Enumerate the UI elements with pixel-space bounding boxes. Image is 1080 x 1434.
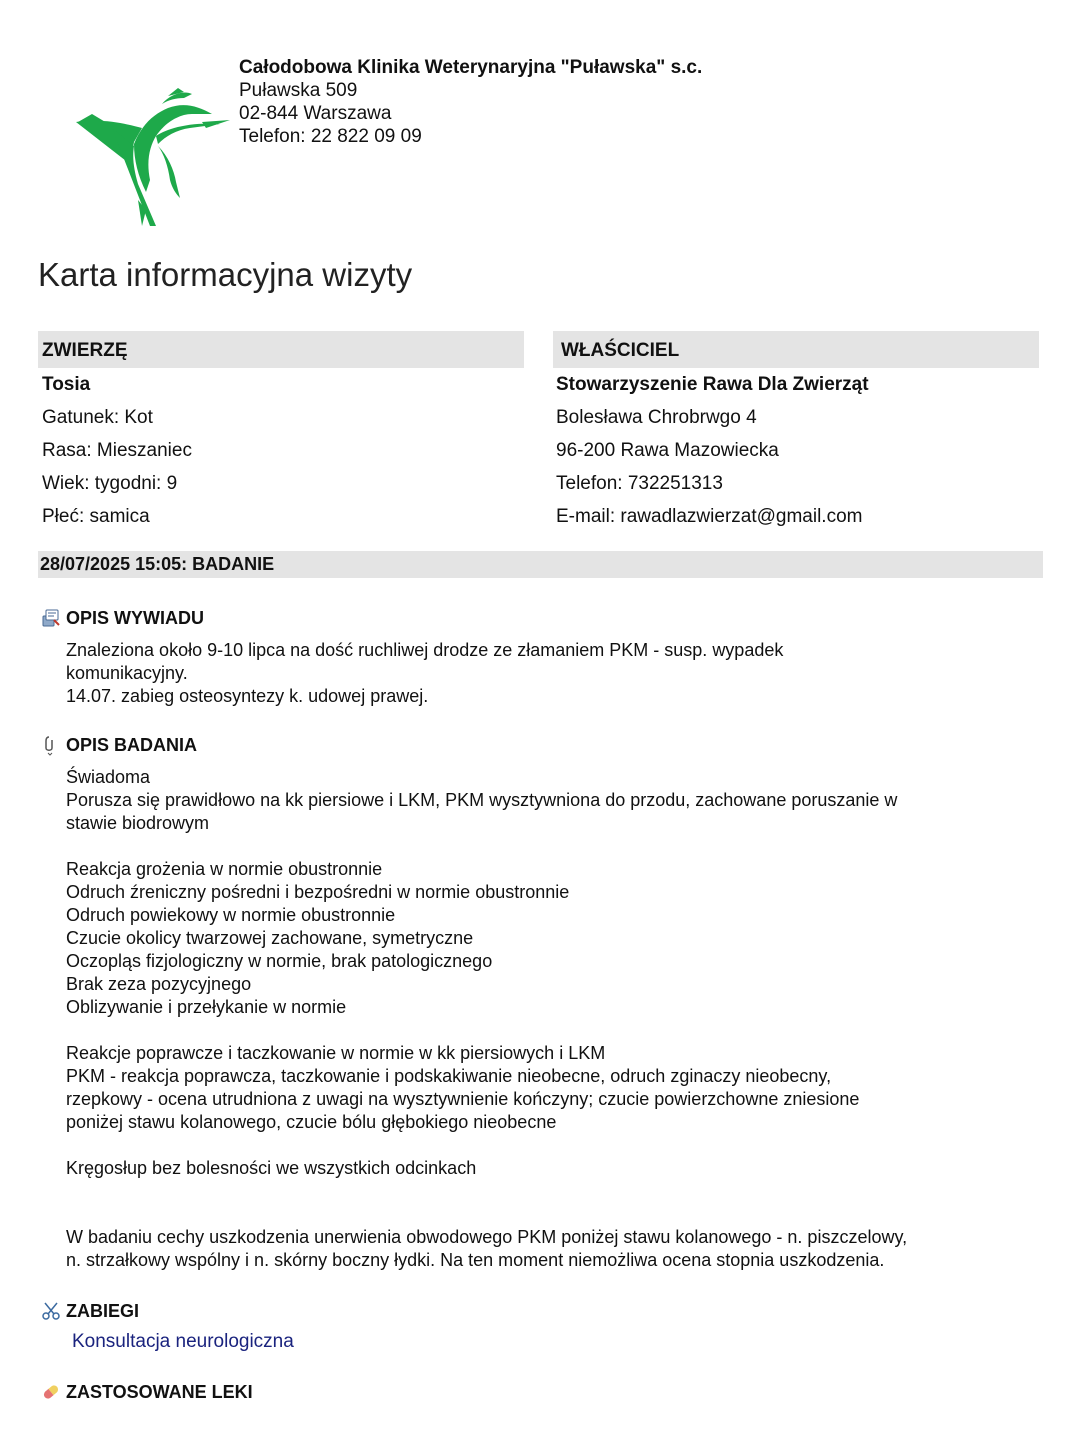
clinic-street: Puławska 509 bbox=[239, 80, 358, 101]
animal-breed: Rasa: Mieszaniec bbox=[42, 440, 192, 461]
interview-heading: OPIS WYWIADU bbox=[66, 607, 204, 628]
interview-icon bbox=[40, 607, 62, 629]
owner-email: E-mail: rawadlazwierzat@gmail.com bbox=[556, 506, 863, 527]
animal-sex: Płeć: samica bbox=[42, 506, 150, 527]
exam-heading-row bbox=[40, 734, 197, 756]
exam-heading: OPIS BADANIA bbox=[66, 734, 198, 755]
pill-icon bbox=[40, 1381, 62, 1403]
procedures-heading: ZABIEGI bbox=[66, 1300, 140, 1321]
animal-age: Wiek: tygodni: 9 bbox=[42, 473, 178, 494]
drugs-heading-row bbox=[40, 1381, 253, 1403]
owner-street: Bolesława Chrobrwgo 4 bbox=[556, 407, 757, 428]
interview-heading-row bbox=[40, 607, 204, 629]
clinic-city: 02-844 Warszawa bbox=[239, 103, 392, 124]
drugs-heading: ZASTOSOWANE LEKI bbox=[66, 1381, 253, 1402]
page-title: Karta informacyjna wizyty bbox=[38, 256, 413, 293]
scissors-icon bbox=[40, 1300, 62, 1322]
animal-heading: ZWIERZĘ bbox=[38, 331, 524, 368]
clinic-logo bbox=[72, 84, 232, 226]
owner-panel bbox=[553, 331, 1039, 533]
visit-header: 28/07/2025 15:05: BADANIE bbox=[38, 551, 1043, 578]
clip-icon bbox=[40, 734, 62, 756]
clinic-info bbox=[239, 56, 702, 148]
owner-name: Stowarzyszenie Rawa Dla Zwierząt bbox=[556, 374, 869, 395]
owner-phone: Telefon: 732251313 bbox=[556, 473, 723, 494]
procedures-heading-row bbox=[40, 1300, 139, 1322]
interview-text: Znaleziona około 9-10 lipca na dość ruchliwej drodze ze złamaniem PKM - susp. wypadek komunikacyjny. 14.07. zabieg osteosyntezy k. udowej prawej. bbox=[66, 640, 784, 706]
owner-city: 96-200 Rawa Mazowiecka bbox=[556, 440, 779, 461]
animal-species: Gatunek: Kot bbox=[42, 407, 153, 428]
exam-text: Świadoma Porusza się prawidłowo na kk piersiowe i LKM, PKM wysztywniona do przodu, zachowane poruszanie w stawie biodrowym Reakcja grożenia w normie obustronnie Odruch źreniczny pośredni i bezpośredni w normie obustronnie Odruch powiekowy w normie obustronnie Czucie okolicy twarzowej zachowane, symetryczne Oczopląs fizjologiczny w normie, brak patologicznego Brak zeza pozycyjnego Oblizywanie i przełykanie w normie Reakcje poprawcze i taczkowanie w normie w kk piersiowych i LKM PKM - reakcja poprawcza, taczkowanie i podskakiwanie nieobecne, odruch zginaczy nieobecny, rzepkowy - ocena utrudniona z uwagi na wysztywnienie kończyny; czucie powierzchowne zniesione poniżej stawu kolanowego, czucie bólu głębokiego nieobecne Kręgosłup bez bolesności we wszystkich odcinkach W badaniu cechy uszkodzenia unerwienia obwodowego PKM poniżej stawu kolanowego - n. piszczelowy, n. strzałkowy wspólny i n. skórny boczny łydki. Na ten moment niemożliwa ocena stopnia uszkodzenia. bbox=[66, 767, 908, 1270]
clinic-phone: Telefon: 22 822 09 09 bbox=[239, 126, 422, 147]
animal-name: Tosia bbox=[42, 374, 91, 395]
animal-panel bbox=[38, 331, 524, 533]
owner-heading: WŁAŚCICIEL bbox=[553, 331, 1039, 368]
clinic-name: Całodobowa Klinika Weterynaryjna "Puławska" s.c. bbox=[239, 57, 703, 78]
procedure-link-neurology[interactable]: Konsultacja neurologiczna bbox=[72, 1331, 294, 1352]
